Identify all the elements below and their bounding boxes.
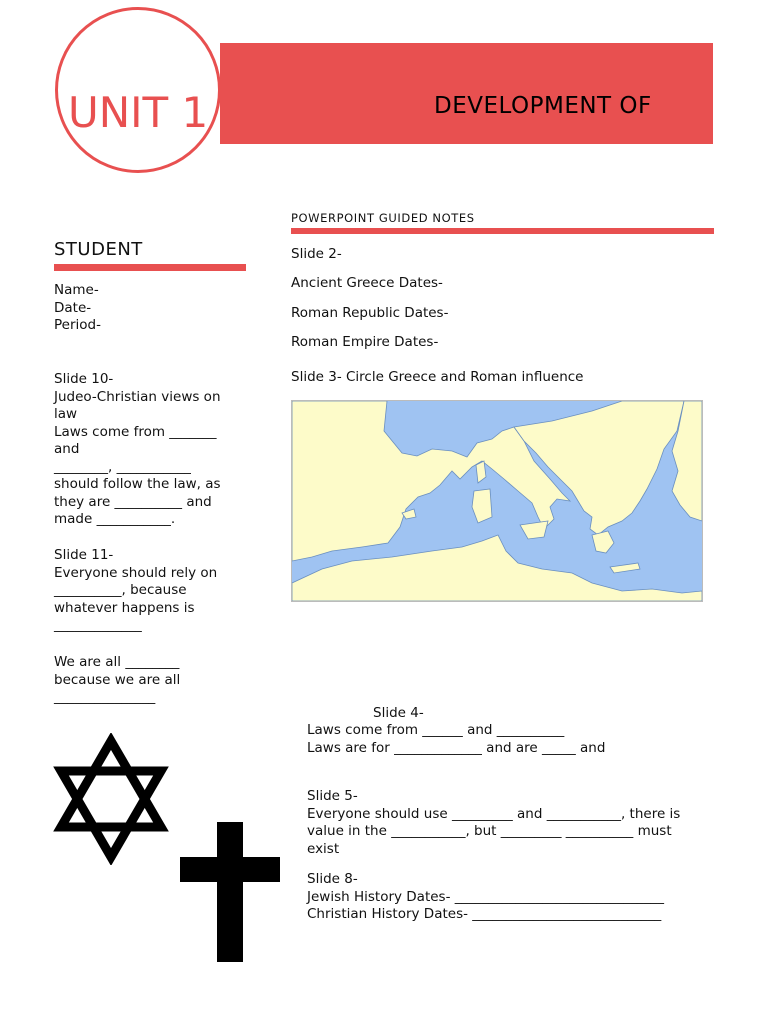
note-line: made ___________.	[54, 511, 176, 527]
note-line: they are __________ and	[54, 493, 212, 510]
note-line: ________, ___________	[54, 458, 191, 475]
note-line: Laws come from _______	[54, 423, 217, 440]
note-line: _______________	[54, 689, 156, 705]
note-line: We are all ________	[54, 654, 180, 670]
map-graphic	[292, 401, 702, 601]
greece-dates: Ancient Greece Dates-	[291, 275, 443, 291]
note-line: Laws come from ______ and __________	[307, 722, 565, 738]
note-line: _____________	[54, 617, 142, 633]
note-line: Slide 8-	[307, 871, 358, 887]
slide4-label: Slide 4-	[373, 705, 424, 721]
note-line: because we are all	[54, 671, 181, 688]
note-line: law	[54, 406, 78, 422]
unit-label: UNIT 1	[68, 88, 209, 137]
note-line: and	[54, 441, 80, 457]
note-line: Everyone should rely on	[54, 564, 218, 581]
slide5-notes	[307, 788, 680, 858]
slide8-notes	[307, 871, 664, 924]
slide2-label: Slide 2-	[291, 246, 342, 262]
section-rule	[291, 228, 714, 234]
note-line: Slide 11-	[54, 547, 114, 563]
note-line: Jewish History Dates- _______________________________	[307, 888, 664, 905]
document-title: DEVELOPMENT OF	[434, 93, 652, 119]
student-heading: STUDENT	[54, 239, 143, 260]
note-line: Slide 5-	[307, 788, 358, 804]
note-line: Everyone should use _________ and ___________, there is	[307, 805, 681, 822]
christian-cross-icon	[180, 822, 280, 964]
note-line: Slide 10-	[54, 371, 114, 387]
republic-dates: Roman Republic Dates-	[291, 305, 449, 321]
student-info	[54, 282, 101, 335]
slide11-notes-continued	[54, 654, 180, 707]
slide4-notes	[307, 722, 605, 757]
period-line: Period-	[54, 317, 101, 333]
date-line: Date-	[54, 299, 92, 316]
student-rule	[54, 264, 246, 271]
mediterranean-map	[291, 400, 703, 602]
note-line: Laws are for _____________ and are _____ and	[307, 739, 606, 756]
note-line: should follow the law, as	[54, 476, 221, 492]
slide10-notes	[54, 371, 221, 529]
section-label: POWERPOINT GUIDED NOTES	[291, 211, 475, 225]
slide3-instruction: Slide 3- Circle Greece and Roman influence	[291, 369, 584, 385]
note-line: value in the ___________, but _________ __________ must	[307, 823, 672, 839]
note-line: whatever happens is	[54, 599, 195, 616]
note-line: exist	[307, 840, 340, 857]
empire-dates: Roman Empire Dates-	[291, 334, 439, 350]
note-line: Christian History Dates- ____________________________	[307, 906, 662, 922]
name-line: Name-	[54, 282, 99, 298]
note-line: Judeo-Christian views on	[54, 388, 221, 405]
star-of-david-icon	[53, 733, 169, 865]
note-line: __________, because	[54, 582, 187, 598]
slide11-notes	[54, 547, 217, 635]
